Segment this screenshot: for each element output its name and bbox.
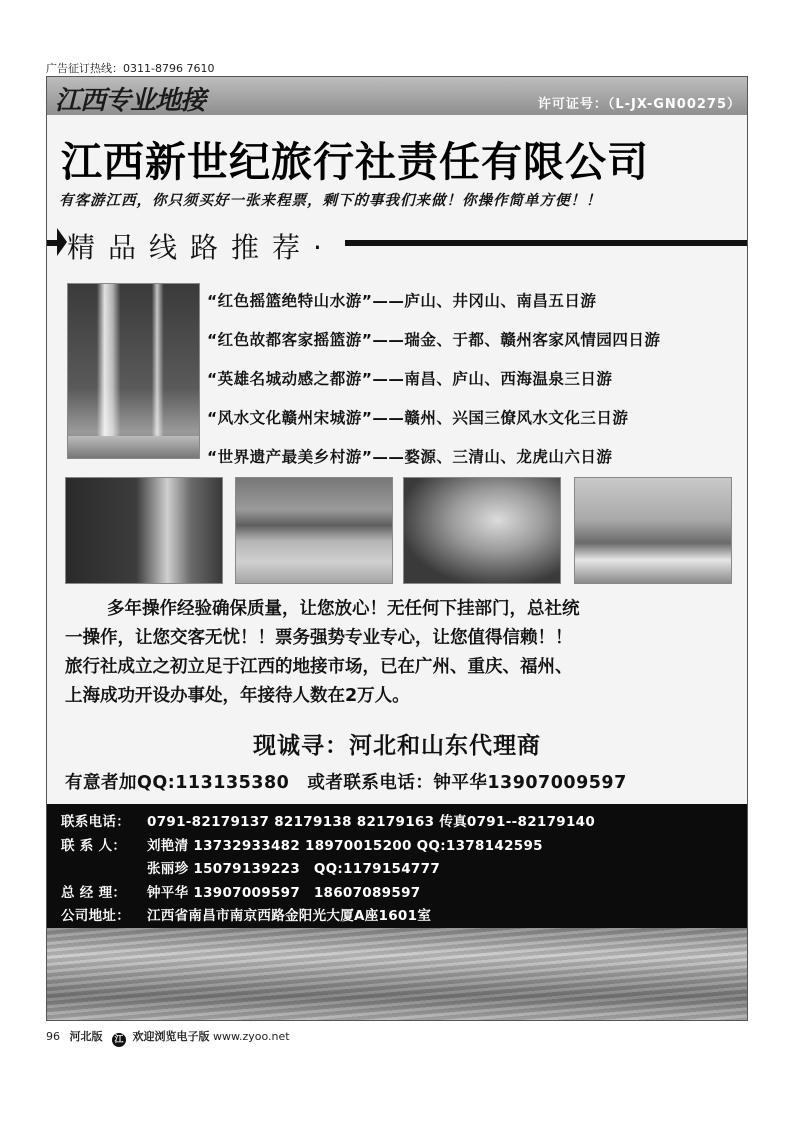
person-label: 联 系 人： [61, 837, 127, 854]
route-item: “风水文化赣州宋城游”——赣州、兴国三僚风水文化三日游 [207, 409, 629, 427]
intro-text [65, 595, 735, 711]
welcome-text: 欢迎浏览电子版 [132, 1030, 210, 1043]
edition-label: 河北版 [69, 1030, 103, 1043]
contact-info-box [47, 804, 747, 928]
contact-person-row [61, 834, 733, 858]
address-value: 江西省南昌市南京西路金阳光大厦A座1601室 [147, 908, 432, 924]
magazine-logo-icon: 江 [112, 1033, 126, 1047]
address-label: 公司地址： [61, 908, 130, 924]
waterfall-cliff-photo [65, 477, 223, 584]
route-item: “红色故都客家摇篮游”——瑞金、于都、赣州客家风情园四日游 [207, 331, 661, 349]
header-title: 江西专业地接 [55, 86, 206, 116]
contact-person2-row [61, 857, 733, 881]
person1-value: 刘艳清 13732933482 18970015200 QQ:1378142595 [147, 837, 543, 854]
route-item: “英雄名城动感之都游”——南昌、庐山、西海温泉三日游 [207, 370, 613, 388]
manager-label: 总 经 理： [61, 884, 127, 901]
page-footer [46, 1028, 290, 1047]
contact-qq-line: 有意者加QQ:113135380 或者联系电话：钟平华13907009597 [65, 773, 627, 793]
manager-value: 钟平华 13907009597 18607089597 [147, 884, 421, 901]
route-item: “世界遗产最美乡村游”——婺源、三清山、龙虎山六日游 [207, 448, 613, 466]
website-url[interactable]: www.zyoo.net [213, 1030, 290, 1043]
person2-value: 张丽珍 15079139223 QQ:1179154777 [147, 861, 441, 877]
intro-line: 旅行社成立之初立足于江西的地接市场，已在广州、重庆、福州、 [65, 657, 573, 677]
address-row [61, 904, 733, 928]
intro-line: 上海成功开设办事处，年接待人数在2万人。 [65, 686, 410, 706]
license-number: 许可证号：（L-JX-GN00275） [537, 97, 741, 112]
advertisement [46, 76, 748, 1021]
phone-label: 联系电话： [61, 814, 130, 830]
section-header [47, 223, 747, 263]
section-title: 精品线路推荐· [67, 226, 335, 266]
phone-value: 0791-82179137 82179138 82179163 传真0791--82179140 [147, 814, 596, 830]
page-number: 96 [46, 1030, 60, 1043]
header-bar [47, 77, 747, 115]
water-background-image [47, 928, 747, 1020]
intro-line: 多年操作经验确保质量，让您放心！无任何下挂部门，总社统 [107, 599, 580, 619]
section-chip [57, 225, 345, 264]
intro-line: 一操作，让您交客无忧！！票务强势专业专心，让您值得信赖！！ [65, 628, 573, 648]
waterfall-photo [67, 283, 200, 459]
contact-phone-row [61, 810, 733, 834]
agent-recruitment: 现诚寻：河北和山东代理商 [253, 733, 541, 759]
route-list [207, 289, 747, 484]
ad-hotline: 广告征订热线：0311-8796 7610 [46, 62, 215, 75]
manager-row [61, 881, 733, 905]
village-photo [574, 477, 732, 584]
route-item: “红色摇篮绝特山水游”——庐山、井冈山、南昌五日游 [207, 292, 597, 310]
rapeseed-field-photo [235, 477, 393, 584]
company-name: 江西新世纪旅行社责任有限公司 [61, 138, 649, 186]
cave-photo [403, 477, 561, 584]
slogan: 有客游江西，你只须买好一张来程票，剩下的事我们来做！你操作简单方便！！ [59, 193, 602, 209]
